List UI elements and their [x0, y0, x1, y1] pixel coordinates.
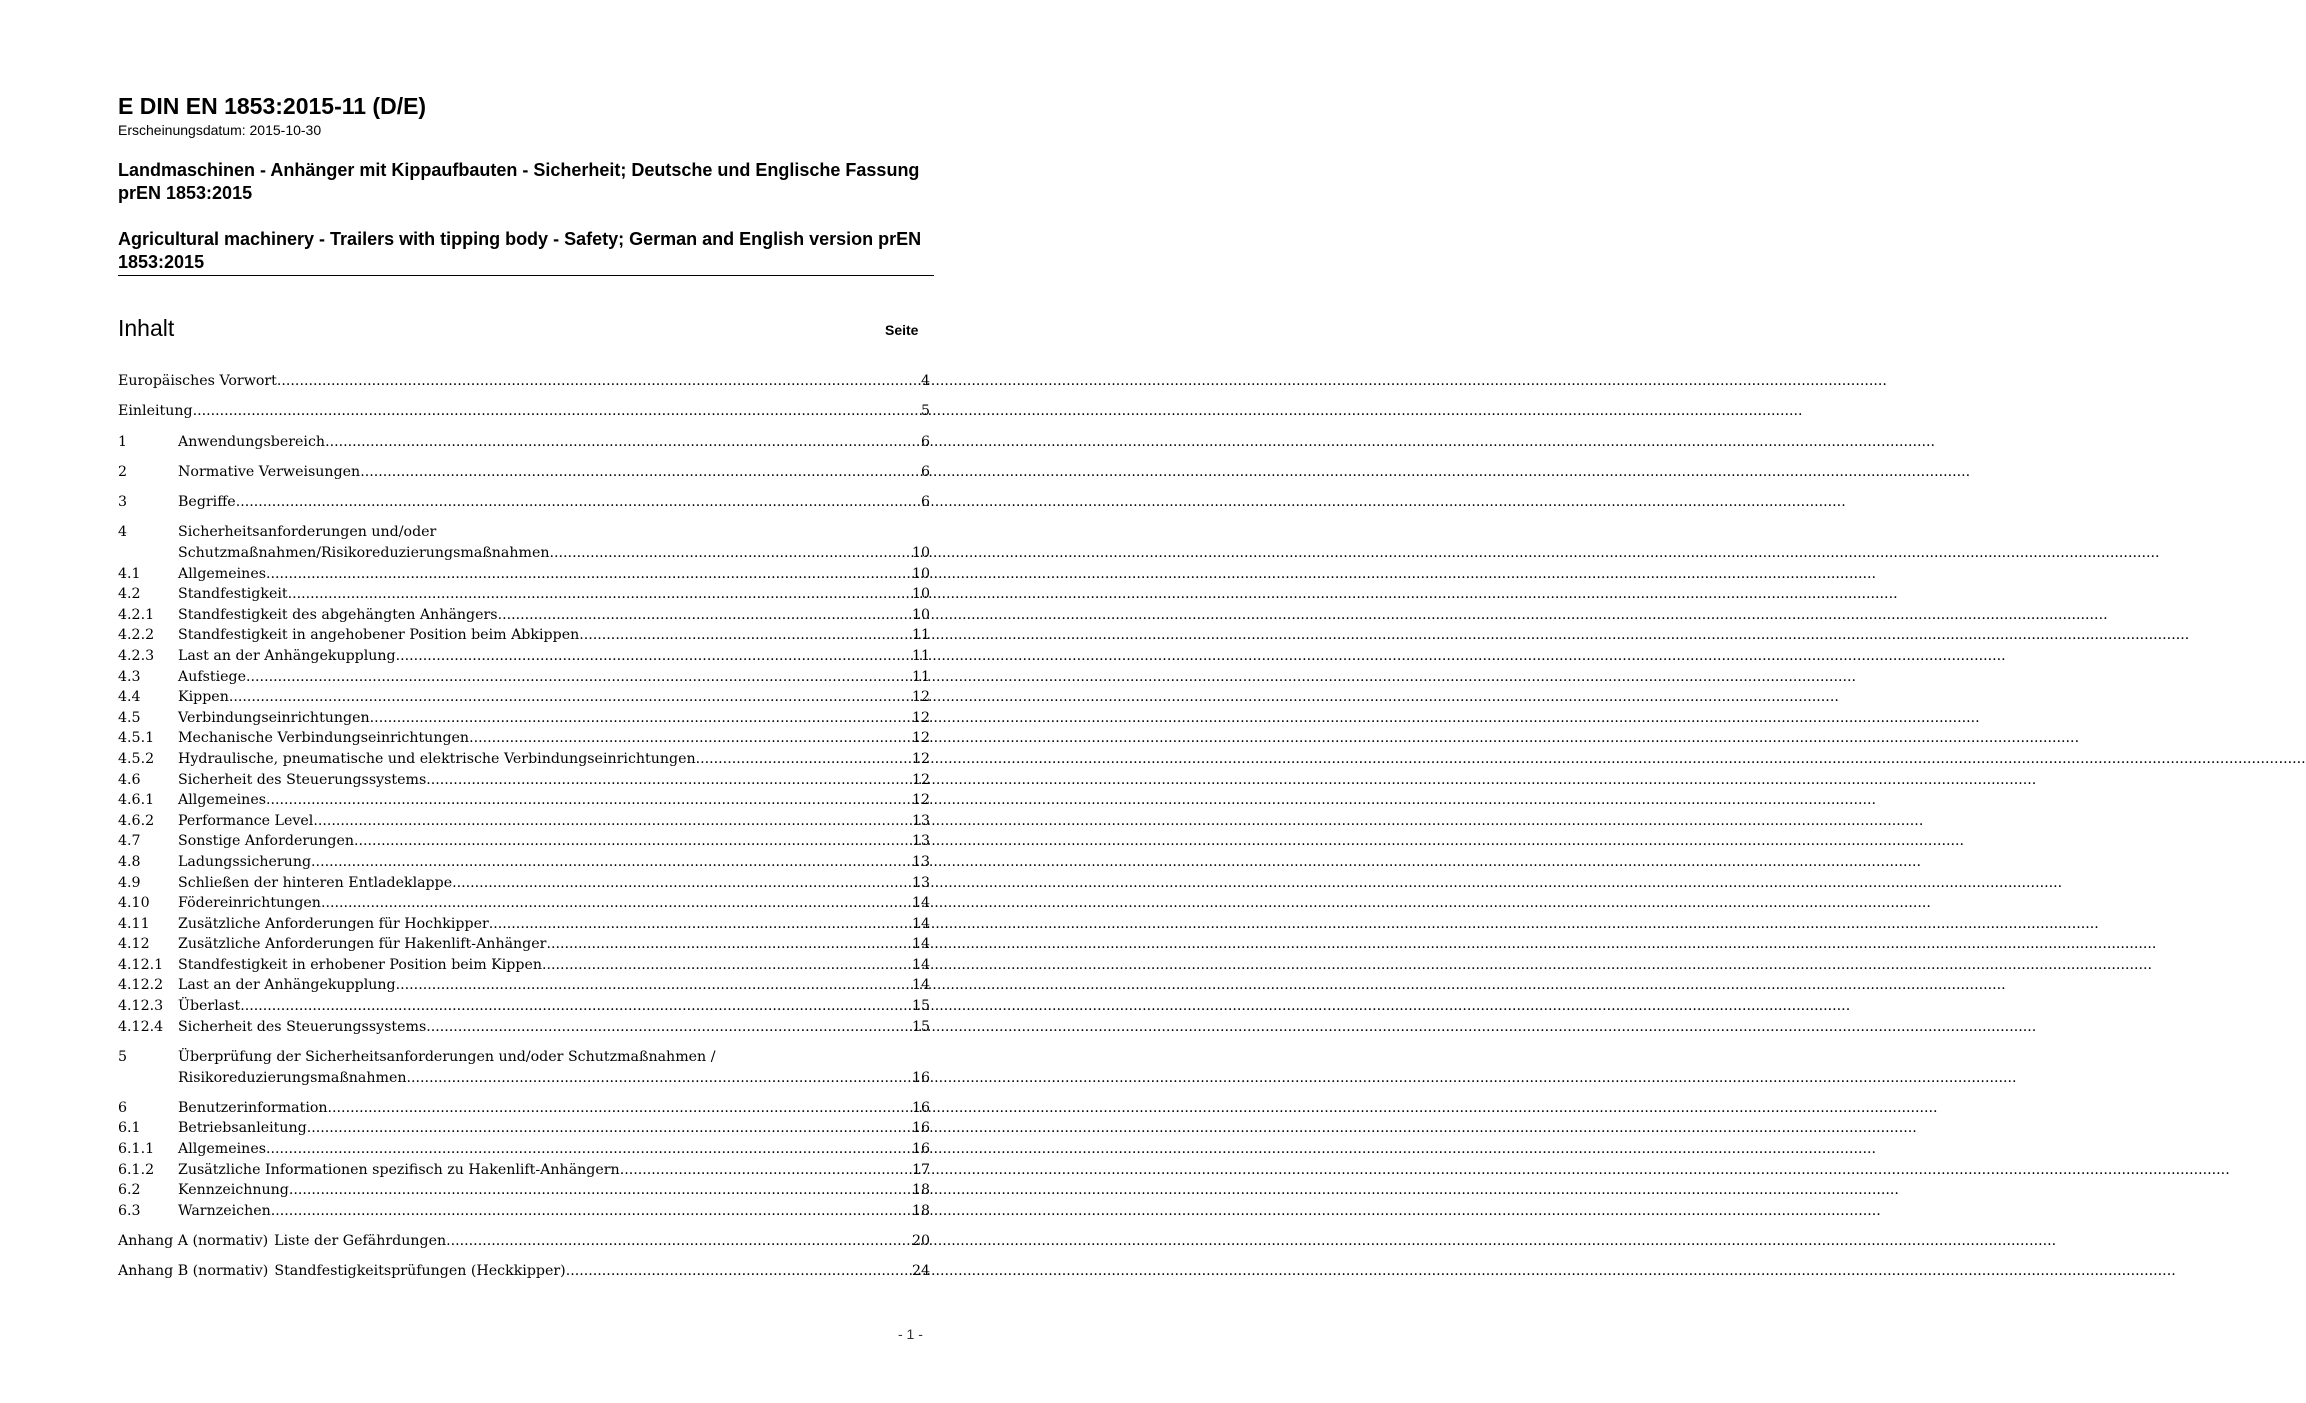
toc-entry-title-line1: Sicherheitsanforderungen und/oder [178, 524, 437, 541]
toc-entry-number: 4.12.2 [118, 977, 164, 994]
toc-entry-page: 12 [911, 709, 930, 726]
dot-leader [246, 667, 912, 688]
toc-entry-annex-a[interactable] [118, 1231, 930, 1252]
dot-leader [328, 1098, 912, 1119]
toc-entry-number: 4.12.1 [118, 956, 164, 973]
toc-entry-page: 5 [920, 403, 930, 420]
toc-entry-number: 4.6.2 [118, 812, 155, 829]
toc-entry-number: 6 [118, 1099, 128, 1116]
toc-entry-vorwort[interactable] [118, 371, 930, 392]
toc-entry-annex-b[interactable] [118, 1261, 930, 1282]
toc-entry-title: Last an der Anhängekupplung [178, 977, 396, 994]
document-title-german: Landmaschinen - Anhänger mit Kippaufbauten - Sicherheit; Deutsche und Englische Fassung prEN 1853:2015 [118, 160, 920, 203]
toc-entry-number: 4.5.1 [118, 730, 155, 747]
toc-entry-page: 12 [911, 750, 930, 767]
toc-entry-page: 13 [911, 853, 930, 870]
toc-entry-title: Standfestigkeit [178, 586, 288, 603]
toc-entry-title: Aufstiege [178, 668, 247, 685]
toc-entry-page: 12 [911, 730, 930, 747]
toc-entry-number: 4.12.4 [118, 1018, 164, 1035]
dot-leader [566, 1261, 912, 1282]
toc-entry-number: 4.12 [118, 936, 150, 953]
toc-entry-number: 4.2.2 [118, 627, 155, 644]
toc-entry-title: Warnzeichen [178, 1202, 271, 1219]
toc-entry-page: 12 [911, 689, 930, 706]
page-number: - 1 - [898, 1326, 923, 1342]
toc-entry-number: 4.3 [118, 668, 141, 685]
toc-entry-page: 16 [911, 1141, 930, 1157]
dot-leader [229, 687, 912, 708]
toc-entry-title: Sonstige Anforderungen [178, 833, 355, 850]
toc-entry-4-12-4[interactable] [118, 1017, 930, 1038]
toc-entry-title: Begriffe [178, 494, 236, 511]
toc-entry-4-12-1[interactable] [118, 955, 930, 976]
dot-leader [426, 1017, 912, 1038]
toc-entry-number: 4.11 [118, 915, 150, 932]
toc-entry-page: 18 [911, 1182, 930, 1199]
toc-entry-4-8[interactable] [118, 852, 930, 873]
toc-entry-4-2[interactable] [118, 584, 930, 605]
toc-entry-page: 6 [920, 433, 930, 450]
dot-leader [240, 996, 912, 1017]
toc-entry-title: Liste der Gefährdungen [274, 1233, 447, 1250]
toc-entry-page: 15 [911, 1018, 930, 1035]
toc-entry-page: 4 [920, 373, 930, 389]
toc-entry-4-2-2[interactable] [118, 625, 930, 646]
toc-entry-number: 5 [118, 1048, 128, 1065]
toc-entry-title: Überlast [178, 998, 241, 1015]
toc-entry-4-5[interactable] [118, 708, 930, 729]
toc-entry-page: 11 [911, 668, 930, 685]
toc-entry-4-6-2[interactable] [118, 811, 930, 832]
toc-heading: Inhalt [118, 315, 175, 341]
toc-entry-einleitung[interactable] [118, 401, 930, 422]
toc-entry-title: Standfestigkeit in angehobener Position beim Abkippen [178, 627, 580, 644]
toc-entry-number: 3 [118, 494, 128, 511]
toc-entry-number: 1 [118, 433, 128, 450]
dot-leader [542, 955, 912, 976]
toc-entry-title: Benutzerinformation [178, 1099, 328, 1116]
toc-annex-label: Anhang A (normativ) [118, 1233, 269, 1250]
table-of-contents [118, 371, 930, 1282]
dot-leader [360, 462, 921, 483]
dot-leader [396, 646, 912, 667]
toc-entry-6-2[interactable] [118, 1180, 930, 1201]
toc-annex-label: Anhang B (normativ) [118, 1263, 269, 1280]
toc-entry-page: 18 [911, 1202, 930, 1219]
toc-entry-number: 4.4 [118, 689, 141, 706]
toc-entry-number: 4.2.3 [118, 647, 155, 664]
toc-entry-6-1-2[interactable] [118, 1160, 930, 1181]
toc-entry-page: 14 [911, 895, 930, 912]
toc-entry-title: Kennzeichnung [178, 1182, 289, 1199]
toc-entry-number: 4.5.2 [118, 750, 155, 767]
dot-leader [266, 1139, 912, 1160]
toc-entry-page: 15 [911, 998, 930, 1015]
toc-entry-page: 10 [911, 606, 930, 623]
toc-entry-number: 6.3 [118, 1202, 141, 1219]
toc-entry-4-10[interactable] [118, 893, 930, 914]
dot-leader [321, 893, 912, 914]
dot-leader [452, 873, 912, 894]
toc-entry-number: 4.6.1 [118, 792, 155, 809]
dot-leader [307, 1118, 912, 1139]
document-title-english: Agricultural machinery - Trailers with tipping body - Safety; German and English version prEN 1853:2015 [118, 229, 922, 272]
toc-entry-4-2-3[interactable] [118, 646, 930, 667]
toc-entry-6-1[interactable] [118, 1118, 930, 1139]
toc-entry-title-line2: Risikoreduzierungsmaßnahmen [178, 1069, 407, 1086]
toc-entry-title: Kippen [178, 689, 229, 706]
toc-entry-number: 6.1.1 [118, 1141, 155, 1157]
toc-entry-4-12[interactable] [118, 934, 930, 955]
dot-leader [325, 432, 921, 453]
toc-entry-page: 20 [911, 1233, 930, 1250]
dot-leader [271, 1201, 912, 1222]
toc-entry-4-9[interactable] [118, 873, 930, 894]
dot-leader [407, 1068, 912, 1089]
dot-leader [489, 914, 912, 935]
toc-entry-title: Last an der Anhängekupplung [178, 647, 396, 664]
toc-entry-page: 6 [920, 494, 930, 511]
toc-entry-page: 24 [911, 1263, 930, 1280]
toc-entry-number: 4 [118, 524, 128, 541]
toc-entry-title: Einleitung [118, 403, 193, 420]
dot-leader [193, 401, 921, 422]
toc-entry-title: Standfestigkeit des abgehängten Anhängers [178, 606, 498, 623]
dot-leader [266, 564, 912, 585]
toc-entry-page: 14 [911, 936, 930, 953]
toc-entry-number: 4.1 [118, 565, 141, 582]
toc-entry-title: Zusätzliche Anforderungen für Hakenlift-Anhänger [178, 936, 547, 953]
dot-leader [446, 1231, 912, 1252]
toc-entry-2[interactable] [118, 462, 930, 483]
dot-leader [311, 852, 912, 873]
toc-entry-title: Anwendungsbereich [178, 433, 326, 450]
title-divider [118, 275, 934, 276]
toc-entry-number: 4.2 [118, 586, 141, 603]
toc-entry-4[interactable] [118, 522, 930, 563]
toc-entry-page: 13 [911, 833, 930, 850]
toc-entry-title: Verbindungseinrichtungen [178, 709, 370, 726]
toc-entry-page: 14 [911, 915, 930, 932]
toc-entry-title: Ladungssicherung [178, 853, 312, 870]
toc-entry-title: Zusätzliche Anforderungen für Hochkipper [178, 915, 489, 932]
toc-entry-4-7[interactable] [118, 831, 930, 852]
toc-entry-4-11[interactable] [118, 914, 930, 935]
toc-entry-page: 17 [911, 1161, 930, 1178]
toc-entry-title: Födereinrichtungen [178, 895, 321, 912]
dot-leader [277, 371, 921, 392]
toc-entry-page: 14 [911, 977, 930, 994]
dot-leader [498, 605, 912, 626]
toc-entry-4-5-2[interactable] [118, 749, 930, 770]
dot-leader [236, 492, 921, 513]
toc-entry-4-12-2[interactable] [118, 975, 930, 996]
toc-page-column-label: Seite [885, 322, 919, 338]
toc-entry-page: 12 [911, 771, 930, 788]
toc-entry-4-1[interactable] [118, 564, 930, 585]
toc-entry-page: 10 [911, 565, 930, 582]
dot-leader [426, 770, 912, 791]
toc-entry-number: 6.1 [118, 1120, 141, 1137]
toc-entry-title: Allgemeines [178, 792, 266, 809]
dot-leader [469, 728, 912, 749]
toc-entry-6[interactable] [118, 1098, 930, 1119]
toc-entry-title: Normative Verweisungen [178, 463, 361, 480]
toc-entry-4-3[interactable] [118, 667, 930, 688]
toc-entry-5[interactable] [118, 1047, 930, 1088]
toc-entry-number: 4.9 [118, 874, 141, 891]
toc-entry-title-line1: Überprüfung der Sicherheitsanforderungen und/oder Schutzmaßnahmen / [178, 1048, 716, 1065]
dot-leader [354, 831, 912, 852]
toc-entry-title: Mechanische Verbindungseinrichtungen [178, 730, 470, 747]
toc-entry-page: 10 [911, 545, 930, 561]
toc-entry-page: 11 [911, 627, 930, 644]
toc-entry-4-12-3[interactable] [118, 996, 930, 1017]
toc-entry-4-4[interactable] [118, 687, 930, 708]
toc-entry-page: 11 [911, 647, 930, 664]
toc-entry-4-6-1[interactable] [118, 790, 930, 811]
toc-entry-page: 13 [911, 812, 930, 829]
document-title: E DIN EN 1853:2015-11 (D/E) [118, 93, 427, 119]
toc-entry-number: 4.12.3 [118, 998, 164, 1015]
toc-entry-number: 4.6 [118, 771, 141, 788]
dot-leader [546, 934, 912, 955]
dot-leader [313, 811, 912, 832]
toc-entry-number: 6.1.2 [118, 1161, 155, 1178]
toc-entry-page: 16 [911, 1120, 930, 1137]
toc-entry-page: 14 [911, 956, 930, 973]
toc-entry-number: 2 [118, 463, 128, 480]
toc-entry-title: Sicherheit des Steuerungssystems [178, 771, 427, 788]
toc-entry-number: 4.8 [118, 853, 141, 870]
toc-entry-4-2-1[interactable] [118, 605, 930, 626]
toc-entry-number: 4.10 [118, 895, 150, 912]
toc-entry-6-3[interactable] [118, 1201, 930, 1222]
toc-entry-number: 4.5 [118, 709, 141, 726]
toc-entry-number: 4.7 [118, 833, 141, 850]
toc-entry-1[interactable] [118, 432, 930, 453]
toc-entry-title: Standfestigkeit in erhobener Position beim Kippen [178, 956, 543, 973]
toc-entry-title: Hydraulische, pneumatische und elektrische Verbindungseinrichtungen [178, 750, 696, 767]
dot-leader [696, 749, 912, 770]
dot-leader [266, 790, 912, 811]
dot-leader [550, 543, 912, 564]
toc-entry-title: Standfestigkeitsprüfungen (Heckkipper) [274, 1263, 566, 1280]
toc-entry-4-5-1[interactable] [118, 728, 930, 749]
dot-leader [288, 584, 912, 605]
toc-entry-page: 12 [911, 792, 930, 809]
toc-entry-number: 6.2 [118, 1182, 141, 1199]
dot-leader [370, 708, 912, 729]
toc-entry-3[interactable] [118, 492, 930, 513]
toc-entry-title: Allgemeines [178, 565, 266, 582]
toc-entry-page: 16 [911, 1099, 930, 1116]
toc-entry-page: 16 [911, 1069, 930, 1086]
toc-entry-title: Performance Level [178, 812, 314, 829]
publication-date: Erscheinungsdatum: 2015-10-30 [118, 122, 322, 138]
toc-entry-title: Betriebsanleitung [178, 1120, 307, 1137]
dot-leader [579, 625, 912, 646]
toc-entry-title: Zusätzliche Informationen spezifisch zu Hakenlift-Anhängern [178, 1161, 620, 1178]
toc-entry-title: Europäisches Vorwort [118, 373, 277, 389]
dot-leader [289, 1180, 912, 1201]
toc-entry-title-line2: Schutzmaßnahmen/Risikoreduzierungsmaßnahmen [178, 545, 550, 561]
dot-leader [620, 1160, 912, 1181]
toc-entry-title: Sicherheit des Steuerungssystems [178, 1018, 427, 1035]
dot-leader [396, 975, 912, 996]
toc-entry-title: Allgemeines [178, 1141, 266, 1157]
toc-entry-number: 4.2.1 [118, 606, 155, 623]
toc-entry-page: 10 [911, 586, 930, 603]
toc-entry-title: Schließen der hinteren Entladeklappe [178, 874, 453, 891]
toc-entry-6-1-1[interactable] [118, 1139, 930, 1160]
toc-entry-page: 6 [920, 463, 930, 480]
toc-entry-page: 13 [911, 874, 930, 891]
toc-entry-4-6[interactable] [118, 770, 930, 791]
